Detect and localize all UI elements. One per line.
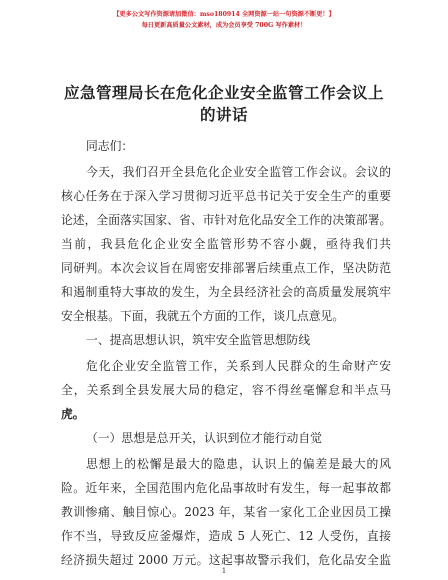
document-title-line-2: 的讲话 [199, 106, 248, 124]
body-line: 虎。 [61, 407, 85, 421]
body-line: 教训惨痛、触目惊心。2023 年，某省一家化工企业因员工操 [61, 505, 391, 519]
document-title-line-1: 应急管理局长在危化企业安全监管工作会议上 [63, 84, 384, 102]
body-line: 和遏制重特大事故的发生，为全县经济社会的高质量发展筑牢 [61, 285, 391, 299]
body-line: 全，关系到全县发展大局的稳定，容不得丝毫懈怠和半点马 [61, 383, 391, 397]
body-line: 论述，全面落实国家、省、市针对危化品安全工作的决策部署。 [61, 213, 392, 227]
body-line: 经济损失超过 2000 万元。这起事故警示我们，危化品安全监 [61, 553, 391, 567]
promo-banner-line-1: 【更多公文写作资源请加微信：mso180914 全网资源一站一句资源不断更！】 [113, 11, 335, 18]
greeting: 同志们： [86, 139, 134, 153]
body-line: 险。近年来，全国范围内危化品事故时有发生，每一起事故都 [61, 481, 391, 495]
section-heading-1: 一、提高思想认识，筑牢安全监管思想防线 [86, 333, 311, 347]
body-line: 当前，我县危化企业安全监管形势不容小觑，亟待我们共 [61, 237, 391, 251]
body-line: 同研判。本次会议旨在周密安排部署后续重点工作，坚决防范 [61, 261, 391, 275]
subsection-heading-1: （一）思想是总开关，认识到位才能行动自觉 [86, 431, 322, 445]
body-line: 安全根基。下面，我就五个方面的工作，谈几点意见。 [61, 309, 345, 323]
body-line: 危化企业安全监管工作，关系到人民群众的生命财产安 [86, 359, 391, 373]
body-line: 作不当，导致反应釜爆炸，造成 5 人死亡、12 人受伤，直接 [61, 529, 391, 543]
body-line: 思想上的松懈是最大的隐患，认识上的偏差是最大的风 [86, 457, 391, 471]
promo-banner-line-2: 每日更新高质量公文素材，成为会员享受 700G 写作素材！ [141, 22, 307, 29]
body-line: 今天，我们召开全县危化企业安全监管工作会议。会议的 [86, 165, 391, 179]
body-line: 核心任务在于深入学习贯彻习近平总书记关于安全生产的重要 [61, 189, 391, 203]
page-number: 1 [221, 566, 227, 575]
